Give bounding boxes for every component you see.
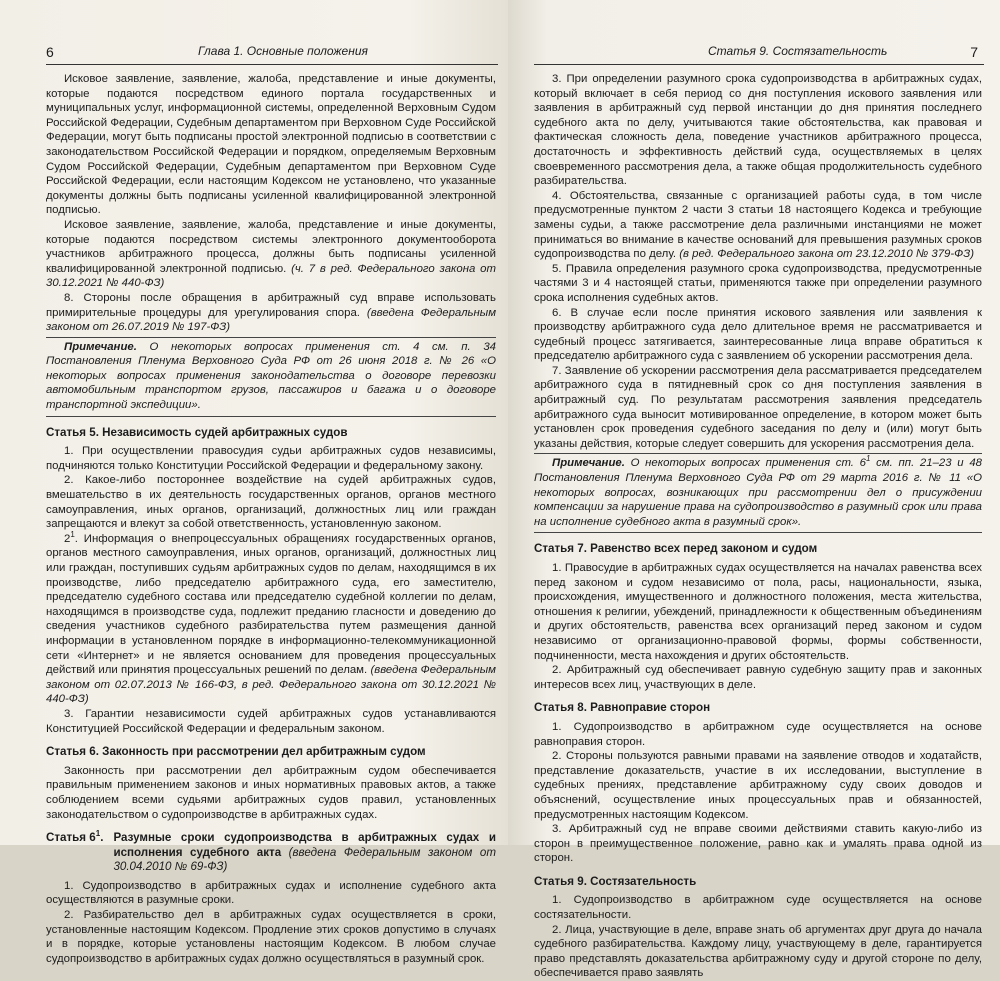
running-header: Глава 1. Основные положения — [198, 44, 368, 58]
paragraph: Законность при рассмотрении дел арбитражным судом обеспечивается правильным применением законов и иных нормативных правовых актов, а также соблюдением всеми судьями арбитражных судов правил, установленных законодательством о судопроизводстве в арбитражных судах. — [46, 764, 496, 821]
paragraph: 1. При осуществлении правосудия судьи арбитражных судов независимы, подчиняются только Конституции Российской Федерации и федеральному закону. — [46, 445, 496, 472]
paragraph: 5. Правила определения разумного срока судопроизводства, предусмотренные частями 3 и 4 настоящей статьи, применяются также при определении разумного срока исполнения судебных актов. — [534, 262, 982, 304]
article-title: Статья 9. Состязательность — [534, 874, 697, 888]
left-page: 6 Глава 1. Основные положения Исковое заявление, заявление, жалоба, представление и иные документы, которые подаются посредством единого портала государственных и муниципальных услуг, информационной системы, определенной Верховным Судом Российской Федерации, Судебным департаментом при Верховном Суде Российской Федерации, могут быть подписаны простой электронной подписью в соответствии с законодательством Российской Федерации и порядком, определяемым Верховным Судом Российской Федерации, Судебным департаментом при Верховном Суде Российской Федерации, если настоящим Кодексом не установлено, что указанные документы должны быть подписаны усиленной квалифицированной электронной подписью. Исковое заявление, заявление, жалоба, представление и иные документы, которые подаются посредством системы электронного документооборота участников арбитражного процесса, должны быть подписаны усиленной квалифицированной электронной подписью. (ч. 7 в ред. Федерального закона от 30.12.2021 № 440-ФЗ) 8. Стороны после обращения в арбитражный суд вправе использовать примирительные процедуры для урегулирования спора. (введена Федеральным законом от 26.07.2019 № 197-ФЗ) Примечание. О некоторых вопросах применения ст. 4 см. п. 34 Постановления Пленума Верховного Суда РФ от 26 июня 2018 г. № 26 «О некоторых вопросах применения законодательства о договоре перевозки автомобильным транспортом грузов, пассажиров и багажа и о договоре транспортной экспедиции». Статья 5. Независимость судей арбитражных судов 1. При осуществлении правосудия судьи арбитражных судов независимы, подчиняются только Конституции Российской Федерации и федеральному закону. 2. Какое-либо постороннее воздействие на судей арбитражных судов, вмешательство в их деятельность государственных органов, органов местного самоуправления, иных органов, организаций, должностных лиц или граждан запрещаются и влекут за собой ответственность, установленную законом. $2^1$. Информация о внепроцессуальных обращениях государственных органов, органов местного самоуправления, иных органов, организаций, должностных лиц или граждан, поступивших судьям арбитражных судов по делам, находящимся в их производстве, либо председателю арбитражного суда, его заместителю, председателю судебного состава или председателю судебной коллегии по делам, находящимся в производстве суда, подлежит преданию гласности и доведению до сведения участников судебного разбирательства путем размещения данной информации в установленном порядке в информационно-телекоммуникационной сети «Интернет» и не является основанием для проведения процессуальных действий или принятия процессуальных решений по делам. (введена Федеральным законом от 02.07.2013 № 166-ФЗ, в ред. Федерального закона от 30.12.2021 № 440-ФЗ) 3. Гарантии независимости судей арбитражных судов устанавливаются Конституцией Российской Федерации и федеральным законом. Статья 6. Законность при рассмотрении дел арбитражным судом Законность при рассмотрении дел арбитражным судом обеспечивается правильным применением законов и иных нормативных правовых актов, а также соблюдением всеми судьями арбитражных судов правил, установленных законодательством о судопроизводстве в арбитражных судах. Статья $6^1$. Разумные сроки судопроизводства в арбитражных судах и исполнения судебного акта (введена Федеральным законом от 30.04.2010 № 69-ФЗ) 1. Судопроизводство в арбитражных судах и исполнение судебного акта осуществляются в разумные сроки. 2. Разбирательство дел в арбитражных судах осуществляется в сроки, установленные настоящим Кодексом. Продление этих сроков допустимо в случаях и в порядке, которые установлены настоящим Кодексом. В любом случае судопроизводство в арбитражных судах должно осуществляться в разумный срок. — [0, 0, 508, 845]
paragraph: 3. Гарантии независимости судей арбитражных судов устанавливаются Конституцией Российской Федерации и федеральным законом. — [46, 707, 496, 735]
header-rule — [46, 64, 498, 65]
article-title: Статья 5. Независимость судей арбитражных судов — [46, 425, 348, 439]
right-page-body — [534, 72, 982, 981]
paragraph: 8. Стороны после обращения в арбитражный суд вправе использовать примирительные процедуры для урегулирования спора. (введена Федеральным законом от 26.07.2019 № 197-ФЗ) — [46, 291, 496, 334]
paragraph: 2. Арбитражный суд обеспечивает равную судебную защиту прав и законных интересов всех лиц, участвующих в деле. — [534, 664, 982, 691]
paragraph: 7. Заявление об ускорении рассмотрения дела рассматривается председателем арбитражного суда в пятидневный срок со дня поступления заявления в арбитражный суд. По результатам рассмотрения заявления председатель арбитражного суда выносит мотивированное определение, в котором может быть установлен срок проведения судебного заседания по делу и (или) могут быть указаны действия, которые следует совершить для ускорения рассмотрения дела. — [534, 364, 982, 450]
paragraph: 1. Судопроизводство в арбитражном суде осуществляется на основе равноправия сторон. — [534, 720, 982, 748]
article-title: Статья 8. Равноправие сторон — [534, 701, 711, 715]
paragraph: $2^1$. Информация о внепроцессуальных обращениях государственных органов, органов местного самоуправления, иных органов, организаций, должностных лиц или граждан, поступивших судьям арбитражных судов по делам, находящимся в их производстве, либо председателю арбитражного суда, его заместителю, председателю судебного состава или председателю судебной коллегии по делам, находящимся в производстве суда, подлежит преданию гласности и доведению до сведения участников судебного разбирательства путем размещения данной информации в установленном порядке в информационно-телекоммуникационной сети «Интернет» и не является основанием для проведения процессуальных действий или принятия процессуальных решений по делам. (введена Федеральным законом от 02.07.2013 № 166-ФЗ, в ред. Федерального закона от 30.12.2021 № 440-ФЗ) — [46, 530, 496, 706]
paragraph: 3. При определении разумного срока судопроизводства в арбитражных судах, который включает в себя период со дня поступления искового заявления или заявления в арбитражный суд первой инстанции до дня принятия последнего судебного акта по делу, учитываются такие обстоятельства, как правовая и фактическая сложность дела, поведение участников арбитражного процесса, достаточность и эффективность действий суда, осуществляемых в целях своевременного рассмотрения дела, а также общая продолжительность судебного разбирательства. — [534, 73, 982, 188]
paragraph: Исковое заявление, заявление, жалоба, представление и иные документы, которые подаются посредством системы электронного документооборота участников арбитражного процесса, должны быть подписаны усиленной квалифицированной электронной подписью. (ч. 7 в ред. Федерального закона от 30.12.2021 № 440-ФЗ) — [46, 218, 496, 290]
paragraph: 2. Стороны пользуются равными правами на заявление отводов и ходатайств, представление доказательств, участие в их исследовании, выступление в судебных прениях, представление арбитражному суду своих доводов и объяснений, осуществление иных процессуальных прав и обязанностей, предусмотренных настоящим Кодексом. — [534, 750, 982, 821]
paragraph: 2. Лица, участвующие в деле, вправе знать об аргументах друг друга до начала судебного разбирательства. Каждому лицу, участвующему в деле, гарантируется право представлять доказательства арбитражному суду и другой стороне по делу, обеспечивается право заявлять — [534, 923, 982, 980]
paragraph: 2. Какое-либо постороннее воздействие на судей арбитражных судов, вмешательство в их деятельность государственных органов, органов местного самоуправления, иных органов, организаций, должностных лиц или граждан запрещаются и влекут за собой ответственность, установленную законом. — [46, 474, 496, 531]
article-title: Статья 7. Равенство всех перед законом и судом — [534, 542, 818, 556]
left-page-body — [46, 72, 496, 966]
paragraph: 3. Арбитражный суд не вправе своими действиями ставить какую-либо из сторон в преимущественное положение, равно как и умалять права одной из сторон. — [534, 823, 982, 865]
paragraph: 2. Разбирательство дел в арбитражных судах осуществляется в сроки, установленные настоящим Кодексом. Продление этих сроков допустимо в случаях и в порядке, которые установлены настоящим Кодексом. В любом случае судопроизводство в арбитражных судах должно осуществляться в разумный срок. — [46, 909, 496, 965]
header-rule — [534, 64, 984, 65]
article-title: Статья 6. Законность при рассмотрении дел арбитражным судом — [46, 745, 426, 759]
paragraph: 1. Правосудие в арбитражных судах осуществляется на началах равенства всех перед законом и судом независимо от пола, расы, национальности, языка, происхождения, имущественного и должностного положения, места жительства, отношения к религии, убеждений, принадлежности к общественным объединениям и других обстоятельств, равенства всех организаций перед законом и судом независимо от организационно-правовой формы, формы собственности, подчиненности, места нахождения и других обстоятельств. — [534, 562, 982, 662]
page-number: 7 — [970, 44, 978, 60]
paragraph: 1. Судопроизводство в арбитражном суде осуществляется на основе состязательности. — [534, 894, 982, 922]
right-page — [508, 0, 1000, 980]
paragraph: Исковое заявление, заявление, жалоба, представление и иные документы, которые подаются посредством единого портала государственных и муниципальных услуг, информационной системы, определенной Верховным Судом Российской Федерации, Судебным департаментом при Верховном Суде Российской Федерации, могут быть подписаны простой электронной подписью в соответствии с законодательством Российской Федерации и порядком, определяемым Верховным Судом Российской Федерации, Судебным департаментом при Верховном Суде Российской Федерации, если настоящим Кодексом не установлено, что указанные документы должны быть подписаны усиленной квалифицированной электронной подписью. — [46, 73, 496, 217]
running-header: Статья 9. Состязательность — [708, 44, 888, 58]
note-block: Примечание. О некоторых вопросах применения ст. $6^1$ см. пп. 21–23 и 48 Постановления Пленума Верховного Суда РФ от 29 марта 2016 г. № 11 «О некоторых вопросах, возникающих при рассмотрении дел о присуждении компенсации за нарушение права на судопроизводство в разумный срок или права на исполнение судебного акта в разумный срок». — [534, 453, 982, 533]
paragraph: 6. В случае если после принятия искового заявления или заявления к производству арбитражного суда дело длительное время не рассматривается и судебный процесс затягивается, заинтересованные лица вправе обратиться к председателю арбитражного суда с заявлением об ускорении рассмотрения дела. — [534, 306, 982, 363]
paragraph: 1. Судопроизводство в арбитражных судах и исполнение судебного акта осуществляются в разумные сроки. — [46, 879, 496, 907]
note-block: Примечание. О некоторых вопросах применения ст. 4 см. п. 34 Постановления Пленума Верховного Суда РФ от 26 июня 2018 г. № 26 «О некоторых вопросах применения законодательства о договоре перевозки автомобильным транспортом грузов, пассажиров и багажа и о договоре транспортной экспедиции». — [46, 337, 496, 417]
article-title: Статья $6^1$. Разумные сроки судопроизводства в арбитражных судах и исполнения судебного акта (введена Федеральным законом от 30.04.2010 № 69-ФЗ) — [46, 829, 496, 874]
paragraph: 4. Обстоятельства, связанные с организацией работы суда, в том числе предусмотренные пунктом 2 части 3 статьи 18 настоящего Кодекса и требующие замены судьи, а также рассмотрение дела различными инстанциями не может приниматься во внимание в качестве оснований для превышения разумных сроков судопроизводства по делу. (в ред. Федерального закона от 23.12.2010 № 379-ФЗ) — [534, 189, 982, 261]
